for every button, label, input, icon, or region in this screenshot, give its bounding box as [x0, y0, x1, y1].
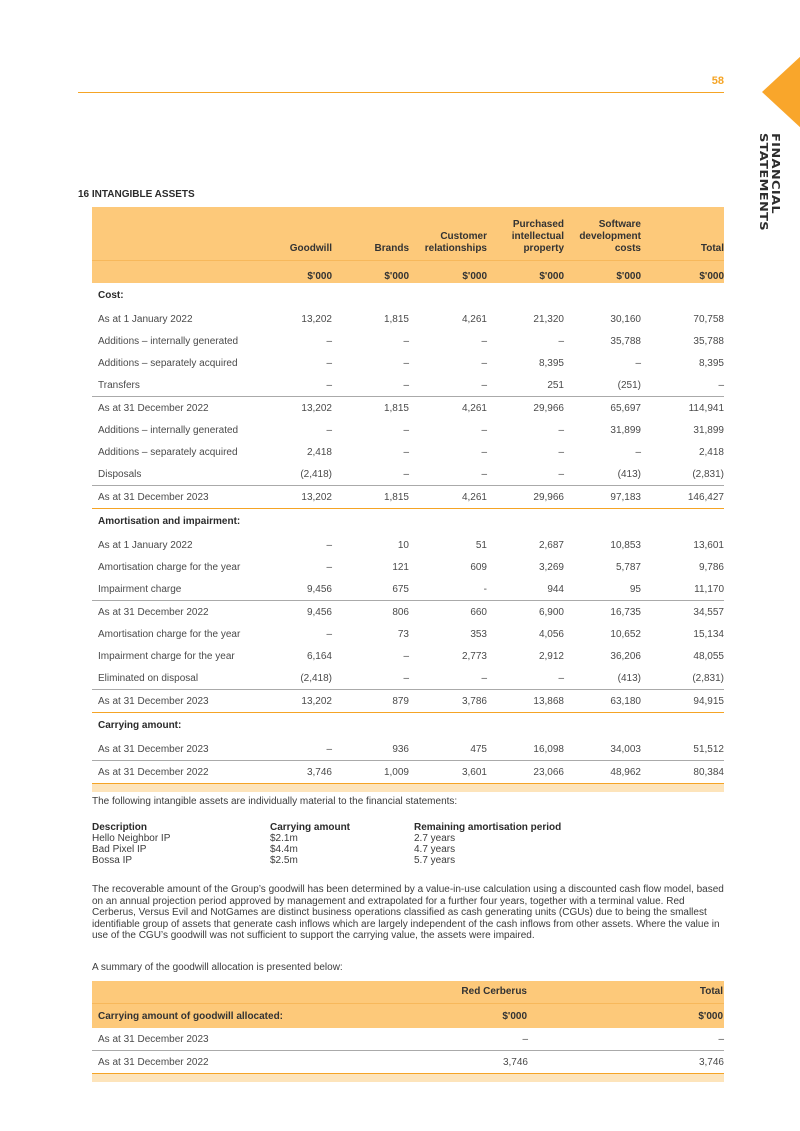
row-label: Impairment charge: [98, 583, 182, 595]
material-assets-header: [92, 822, 614, 833]
row-label: Disposals: [98, 468, 142, 480]
table-row: [92, 690, 724, 713]
table-row: [92, 441, 724, 463]
cell-value: –: [326, 424, 332, 436]
cell-value: –: [326, 561, 332, 573]
row-label: As at 31 December 2023: [98, 743, 209, 755]
table-row: [92, 578, 724, 601]
cell-value: –: [326, 379, 332, 391]
cell-value: 944: [547, 583, 564, 595]
cell-value: 879: [332, 690, 409, 713]
cell-value: 121: [392, 561, 409, 573]
cell-value: 4,056: [538, 628, 564, 640]
cell-value: –: [481, 424, 487, 436]
unit-header: $'000: [564, 261, 641, 284]
row-label: Additions – separately acquired: [98, 446, 238, 458]
cell-value: –: [522, 1033, 528, 1045]
column-header: Total: [641, 207, 724, 261]
table-row: [92, 645, 724, 667]
cell-value: 11,170: [694, 583, 724, 595]
table-row: [92, 623, 724, 645]
remaining-period-header: Remaining amortisation period: [414, 822, 562, 833]
cell-value: (251): [617, 379, 641, 391]
row-label: As at 31 December 2022: [92, 397, 282, 420]
goodwill-label-header: Carrying amount of goodwill allocated:: [92, 1004, 452, 1029]
cell-value: [332, 509, 409, 535]
asset-remaining-period: 5.7 years: [414, 855, 456, 866]
goodwill-unit-row: [92, 1004, 724, 1029]
cell-value: –: [403, 379, 409, 391]
cell-value: (2,831): [692, 672, 724, 684]
cell-value: [564, 283, 641, 308]
cell-value: 6,164: [306, 650, 332, 662]
list-item: [92, 833, 614, 844]
cell-value: 13,202: [282, 486, 332, 509]
cell-value: 23,066: [487, 761, 564, 784]
cell-value: [641, 509, 724, 535]
cell-value: 2,773: [461, 650, 487, 662]
cell-value: [332, 283, 409, 308]
table-row: [92, 1028, 724, 1051]
cell-value: 146,427: [641, 486, 724, 509]
cell-value: 80,384: [641, 761, 724, 784]
row-label: Eliminated on disposal: [98, 672, 199, 684]
table-row: [92, 667, 724, 690]
cell-value: –: [718, 379, 724, 391]
cell-value: 13,202: [301, 313, 332, 325]
cell-value: 3,269: [538, 561, 564, 573]
header-blank: [92, 981, 452, 1004]
cell-value: [409, 283, 487, 308]
cell-value: –: [403, 335, 409, 347]
cell-value: 34,557: [641, 601, 724, 624]
row-label: As at 31 December 2022: [92, 761, 282, 784]
unit-header: $'000: [452, 1004, 528, 1029]
table-row: [92, 308, 724, 330]
cell-value: 936: [392, 743, 409, 755]
unit-header: $'000: [641, 261, 724, 284]
row-label: As at 1 January 2022: [98, 313, 193, 325]
row-label: Impairment charge for the year: [98, 650, 235, 662]
cell-value: –: [558, 335, 564, 347]
table-row: [92, 419, 724, 441]
cell-value: –: [326, 743, 332, 755]
cell-value: 30,160: [610, 313, 641, 325]
row-label: Transfers: [98, 379, 140, 391]
cell-value: -: [483, 583, 487, 595]
unit-header: $'000: [528, 1004, 724, 1029]
row-label: Carrying amount:: [92, 713, 282, 739]
table-footer-band: [92, 1074, 724, 1083]
cell-value: –: [635, 446, 641, 458]
cell-value: [564, 509, 641, 535]
cell-value: 31,899: [610, 424, 641, 436]
table-row: [92, 738, 724, 761]
asset-carrying-amount: $4.4m: [270, 844, 298, 855]
cell-value: 63,180: [564, 690, 641, 713]
cell-value: 21,320: [533, 313, 564, 325]
cell-value: –: [403, 650, 409, 662]
cell-value: 31,899: [693, 424, 724, 436]
cell-value: 13,202: [282, 690, 332, 713]
row-label: As at 31 December 2022: [92, 601, 282, 624]
cell-value: [641, 283, 724, 308]
cell-value: 4,261: [409, 486, 487, 509]
section-heading-row: [92, 283, 724, 308]
cell-value: 353: [470, 628, 487, 640]
table-row: [92, 486, 724, 509]
unit-header: $'000: [487, 261, 564, 284]
column-header: Customer relationships: [409, 207, 487, 261]
cell-value: 97,183: [564, 486, 641, 509]
row-label: As at 31 December 2022: [98, 1056, 209, 1068]
cell-value: [282, 283, 332, 308]
table-body: [92, 283, 724, 792]
cell-value: –: [403, 672, 409, 684]
cell-value: 609: [470, 561, 487, 573]
cell-value: 94,915: [641, 690, 724, 713]
cell-value: [282, 713, 332, 739]
cell-value: 9,786: [698, 561, 724, 573]
table-row: [92, 556, 724, 578]
cell-value: 4,261: [409, 397, 487, 420]
cell-value: –: [326, 628, 332, 640]
cell-value: [641, 713, 724, 739]
cell-value: –: [558, 672, 564, 684]
cell-value: 251: [547, 379, 564, 391]
cell-value: 13,868: [487, 690, 564, 713]
cell-value: –: [635, 357, 641, 369]
cell-value: –: [326, 539, 332, 551]
cell-value: [487, 509, 564, 535]
cell-value: –: [403, 446, 409, 458]
cell-value: (2,418): [300, 672, 332, 684]
column-header-row: [92, 207, 724, 261]
column-header: Total: [528, 981, 724, 1004]
goodwill-allocation-table: [92, 981, 724, 1082]
cell-value: –: [558, 468, 564, 480]
list-item: [92, 855, 614, 866]
cell-value: 16,098: [533, 743, 564, 755]
asset-carrying-amount: $2.5m: [270, 855, 298, 866]
cell-value: 10,652: [610, 628, 641, 640]
cell-value: 9,456: [282, 601, 332, 624]
intangible-assets-table: [92, 207, 724, 792]
cell-value: 10: [397, 539, 409, 551]
unit-header: $'000: [409, 261, 487, 284]
cell-value: 3,746: [502, 1056, 528, 1068]
cell-value: 35,788: [610, 335, 641, 347]
cell-value: –: [558, 446, 564, 458]
cell-value: –: [481, 672, 487, 684]
cell-value: 1,815: [383, 313, 409, 325]
table-row: [92, 352, 724, 374]
row-label: Additions – internally generated: [98, 424, 239, 436]
cell-value: 2,418: [698, 446, 724, 458]
goodwill-summary-note: A summary of the goodwill allocation is presented below:: [92, 962, 343, 973]
cell-value: 660: [409, 601, 487, 624]
row-label: Cost:: [98, 290, 124, 301]
row-label: Amortisation charge for the year: [98, 561, 241, 573]
cell-value: 3,746: [282, 761, 332, 784]
cell-value: –: [481, 379, 487, 391]
cell-value: 3,746: [698, 1056, 724, 1068]
row-label: As at 1 January 2022: [98, 539, 193, 551]
cell-value: 114,941: [641, 397, 724, 420]
unit-header-row: [92, 261, 724, 284]
cell-value: 36,206: [610, 650, 641, 662]
asset-description: Bossa IP: [92, 855, 133, 866]
asset-remaining-period: 4.7 years: [414, 844, 456, 855]
cell-value: 16,735: [564, 601, 641, 624]
cell-value: 95: [629, 583, 641, 595]
column-header: Purchased intellectual property: [487, 207, 564, 261]
cell-value: 29,966: [487, 397, 564, 420]
goodwill-header-row: [92, 981, 724, 1004]
cell-value: –: [326, 335, 332, 347]
cell-value: –: [403, 468, 409, 480]
material-assets-list: [92, 822, 614, 866]
cell-value: 65,697: [564, 397, 641, 420]
cell-value: (413): [617, 672, 641, 684]
asset-description: Bad Pixel IP: [92, 844, 147, 855]
section-heading-row: [92, 509, 724, 535]
row-label: As at 31 December 2023: [92, 690, 282, 713]
cell-value: [409, 509, 487, 535]
cell-value: [564, 713, 641, 739]
cell-value: [282, 509, 332, 535]
table-row: [92, 330, 724, 352]
cell-value: [487, 713, 564, 739]
cell-value: 2,687: [538, 539, 564, 551]
cell-value: 806: [332, 601, 409, 624]
asset-description: Hello Neighbor IP: [92, 833, 171, 844]
side-section-label: FINANCIAL STATEMENTS: [757, 133, 781, 231]
row-label: Amortisation charge for the year: [98, 628, 241, 640]
cell-value: 73: [397, 628, 409, 640]
cell-value: 29,966: [487, 486, 564, 509]
cell-value: [332, 713, 409, 739]
material-assets-note: The following intangible assets are individually material to the financial statements:: [92, 796, 458, 807]
cell-value: 6,900: [487, 601, 564, 624]
table-row: [92, 374, 724, 397]
table-row: [92, 1051, 724, 1074]
cell-value: 5,787: [615, 561, 641, 573]
section-tab-marker: [762, 55, 800, 129]
row-label: Additions – separately acquired: [98, 357, 238, 369]
unit-header: $'000: [332, 261, 409, 284]
cell-value: 4,261: [461, 313, 487, 325]
cell-value: –: [481, 446, 487, 458]
description-header: Description: [92, 822, 148, 833]
cell-value: 3,601: [409, 761, 487, 784]
cell-value: 8,395: [698, 357, 724, 369]
cell-value: 1,815: [332, 397, 409, 420]
header-blank: [92, 261, 282, 284]
cell-value: (413): [617, 468, 641, 480]
cell-value: –: [403, 424, 409, 436]
cell-value: 475: [470, 743, 487, 755]
carrying-amount-header: Carrying amount: [270, 822, 351, 833]
unit-header: $'000: [282, 261, 332, 284]
cell-value: 34,003: [610, 743, 641, 755]
table-row: [92, 761, 724, 784]
section-heading-row: [92, 713, 724, 739]
table-row: [92, 534, 724, 556]
cell-value: 15,134: [693, 628, 724, 640]
row-label: As at 31 December 2023: [92, 486, 282, 509]
section-title: 16 INTANGIBLE ASSETS: [78, 189, 195, 200]
cell-value: [487, 283, 564, 308]
page-number: 58: [711, 75, 724, 87]
recoverable-amount-paragraph: The recoverable amount of the Group’s goodwill has been determined by a value-in-use calculation using a discounted cash flow model, based on an annual projection period approved by management and extrapolated for a further four years, together with a terminal value. Red Cerberus, Versus Evil and NotGames are distinct business operations classified as cash generating units (CGUs) due to being the smallest identifiable group of assets that generate cash inflows which are largely independent of the cash inflows from other assets. Where the value in use of the CGU’s goodwill was not sufficient to support the carrying value, the assets were impaired.: [92, 884, 724, 942]
cell-value: –: [403, 357, 409, 369]
cell-value: 1,009: [332, 761, 409, 784]
cell-value: 51,512: [693, 743, 724, 755]
cell-value: 48,055: [693, 650, 724, 662]
table-footer-band: [92, 784, 724, 793]
cell-value: 35,788: [693, 335, 724, 347]
cell-value: 675: [392, 583, 409, 595]
column-header: Software development costs: [564, 207, 641, 261]
cell-value: 10,853: [610, 539, 641, 551]
cell-value: 48,962: [564, 761, 641, 784]
header-rule: [78, 92, 724, 93]
column-header: Brands: [332, 207, 409, 261]
cell-value: –: [481, 335, 487, 347]
cell-value: –: [558, 424, 564, 436]
cell-value: [409, 713, 487, 739]
cell-value: 13,202: [282, 397, 332, 420]
cell-value: –: [481, 357, 487, 369]
cell-value: 51: [475, 539, 487, 551]
row-label: Additions – internally generated: [98, 335, 239, 347]
cell-value: 1,815: [332, 486, 409, 509]
cell-value: 13,601: [693, 539, 724, 551]
column-header: Goodwill: [282, 207, 332, 261]
cell-value: (2,418): [300, 468, 332, 480]
cell-value: 70,758: [693, 313, 724, 325]
cell-value: –: [326, 357, 332, 369]
table-row: [92, 463, 724, 486]
column-header: Red Cerberus: [452, 981, 528, 1004]
table-row: [92, 397, 724, 420]
table-row: [92, 601, 724, 624]
cell-value: –: [718, 1033, 724, 1045]
cell-value: –: [481, 468, 487, 480]
cell-value: 3,786: [409, 690, 487, 713]
cell-value: 8,395: [538, 357, 564, 369]
cell-value: (2,831): [692, 468, 724, 480]
header-blank: [92, 207, 282, 261]
asset-carrying-amount: $2.1m: [270, 833, 298, 844]
asset-remaining-period: 2.7 years: [414, 833, 456, 844]
row-label: Amortisation and impairment:: [92, 509, 282, 535]
cell-value: 2,912: [538, 650, 564, 662]
list-item: [92, 844, 614, 855]
cell-value: 2,418: [306, 446, 332, 458]
cell-value: 9,456: [306, 583, 332, 595]
row-label: As at 31 December 2023: [98, 1033, 209, 1045]
